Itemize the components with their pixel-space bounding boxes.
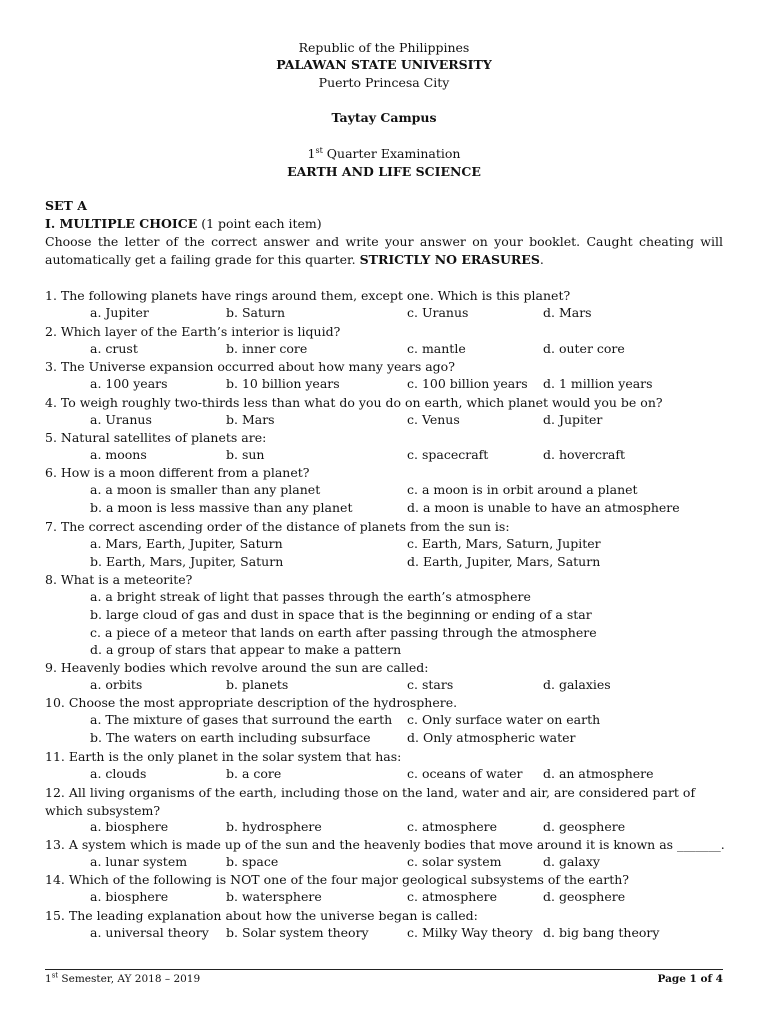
question-13: 13. A system which is made up of the sun and the heavenly bodies that move around it is known as _______. <box>45 837 725 852</box>
city-line: Puerto Princesa City <box>318 75 450 90</box>
question-9: 9. Heavenly bodies which revolve around the sun are called: <box>45 660 429 675</box>
question-13-option: d. galaxy <box>543 854 600 869</box>
question-15: 15. The leading explanation about how the universe began is called: <box>45 908 478 923</box>
question-14: 14. Which of the following is NOT one of the four major geological subsystems of the earth? <box>45 872 630 887</box>
question-14-option: c. atmosphere <box>407 889 498 904</box>
question-9-option: b. planets <box>226 677 289 692</box>
question-15-option: d. big bang theory <box>543 925 660 940</box>
question-12-option: d. geosphere <box>543 819 626 834</box>
footer-semester <box>45 972 200 986</box>
semester-suffix: st <box>51 971 59 980</box>
university-name: PALAWAN STATE UNIVERSITY <box>276 57 492 72</box>
quarter-suffix: st <box>315 145 323 155</box>
question-8: 8. What is a meteorite? <box>45 572 193 587</box>
question-10-option: c. Only surface water on earth <box>407 712 601 727</box>
question-5-option: a. moons <box>90 447 147 462</box>
question-6-option: a. a moon is smaller than any planet <box>90 482 321 497</box>
question-9-option: a. orbits <box>90 677 143 692</box>
question-3-option: c. 100 billion years <box>407 376 528 391</box>
question-8-option: b. large cloud of gas and dust in space that is the beginning or ending of a star <box>90 607 592 622</box>
question-9-option: c. stars <box>407 677 454 692</box>
semester-number: 1 <box>45 973 52 985</box>
question-5-option: c. spacecraft <box>407 447 489 462</box>
question-8-option: d. a group of stars that appear to make a pattern <box>90 642 402 657</box>
footer-divider <box>45 969 723 970</box>
republic-line: Republic of the Philippines <box>298 40 470 55</box>
question-7: 7. The correct ascending order of the distance of planets from the sun is: <box>45 519 510 534</box>
question-14-option: b. watersphere <box>226 889 322 904</box>
question-2-option: d. outer core <box>543 341 625 356</box>
question-8-option: c. a piece of a meteor that lands on earth after passing through the atmosphere <box>90 625 597 640</box>
question-8-option: a. a bright streak of light that passes through the earth’s atmosphere <box>90 589 531 604</box>
question-5: 5. Natural satellites of planets are: <box>45 430 267 445</box>
question-10-option: a. The mixture of gases that surround the earth <box>90 712 393 727</box>
quarter-number: 1 <box>307 146 316 161</box>
question-6-option: d. a moon is unable to have an atmosphere <box>407 500 680 515</box>
question-4-option: d. Jupiter <box>543 412 603 427</box>
instructions-text: Choose the letter of the correct answer and write your answer on your booklet. Caught cheating will automatically get a failing grade for this quarter. <box>45 234 723 267</box>
question-14-option: a. biosphere <box>90 889 169 904</box>
question-6-option: b. a moon is less massive than any planet <box>90 500 353 515</box>
subject-title: EARTH AND LIFE SCIENCE <box>287 164 481 179</box>
exam-title <box>0 146 768 162</box>
set-label: SET A <box>45 198 87 213</box>
question-1: 1. The following planets have rings around them, except one. Which is this planet? <box>45 288 571 303</box>
campus-line: Taytay Campus <box>331 110 437 125</box>
section-title <box>45 216 322 232</box>
question-7-option: d. Earth, Jupiter, Mars, Saturn <box>407 554 601 569</box>
question-2-option: c. mantle <box>407 341 466 356</box>
question-7-option: a. Mars, Earth, Jupiter, Saturn <box>90 536 283 551</box>
question-3-option: b. 10 billion years <box>226 376 340 391</box>
question-2: 2. Which layer of the Earth’s interior is liquid? <box>45 324 341 339</box>
semester-text: Semester, AY 2018 – 2019 <box>58 973 201 985</box>
question-12-option: c. atmosphere <box>407 819 498 834</box>
instructions <box>45 233 723 269</box>
question-13-option: a. lunar system <box>90 854 188 869</box>
question-11-option: b. a core <box>226 766 282 781</box>
question-7-option: c. Earth, Mars, Saturn, Jupiter <box>407 536 601 551</box>
question-3-option: d. 1 million years <box>543 376 653 391</box>
question-5-option: b. sun <box>226 447 265 462</box>
question-11-option: d. an atmosphere <box>543 766 654 781</box>
quarter-text: Quarter Examination <box>322 146 461 161</box>
question-2-option: a. crust <box>90 341 138 356</box>
question-10-option: d. Only atmospheric water <box>407 730 576 745</box>
warning-end: . <box>539 252 544 267</box>
section-title-points: (1 point each item) <box>197 216 322 231</box>
question-6: 6. How is a moon different from a planet? <box>45 465 310 480</box>
question-12-option: a. biosphere <box>90 819 169 834</box>
question-4: 4. To weigh roughly two-thirds less than what do you do on earth, which planet would you be on? <box>45 395 663 410</box>
question-15-option: a. universal theory <box>90 925 209 940</box>
question-4-option: b. Mars <box>226 412 275 427</box>
question-1-option: c. Uranus <box>407 305 469 320</box>
question-15-option: b. Solar system theory <box>226 925 369 940</box>
question-6-option: c. a moon is in orbit around a planet <box>407 482 638 497</box>
question-10-option: b. The waters on earth including subsurface <box>90 730 371 745</box>
question-11-option: a. clouds <box>90 766 147 781</box>
question-12: 12. All living organisms of the earth, including those on the land, water and air, are considered part of which subsystem? <box>45 785 696 818</box>
question-4-option: c. Venus <box>407 412 460 427</box>
question-2-option: b. inner core <box>226 341 308 356</box>
question-10: 10. Choose the most appropriate description of the hydrosphere. <box>45 695 458 710</box>
question-13-option: c. solar system <box>407 854 502 869</box>
question-14-option: d. geosphere <box>543 889 626 904</box>
question-13-option: b. space <box>226 854 279 869</box>
question-1-option: d. Mars <box>543 305 592 320</box>
no-erasures-warning: STRICTLY NO ERASURES <box>359 252 540 267</box>
question-5-option: d. hovercraft <box>543 447 626 462</box>
question-3: 3. The Universe expansion occurred about how many years ago? <box>45 359 455 374</box>
section-title-bold: I. MULTIPLE CHOICE <box>45 216 198 231</box>
question-1-option: b. Saturn <box>226 305 286 320</box>
question-4-option: a. Uranus <box>90 412 152 427</box>
question-12-option: b. hydrosphere <box>226 819 322 834</box>
footer-page-number: Page 1 of 4 <box>657 973 723 985</box>
question-11-option: c. oceans of water <box>407 766 523 781</box>
question-7-option: b. Earth, Mars, Jupiter, Saturn <box>90 554 284 569</box>
question-9-option: d. galaxies <box>543 677 611 692</box>
question-1-option: a. Jupiter <box>90 305 149 320</box>
question-3-option: a. 100 years <box>90 376 168 391</box>
question-15-option: c. Milky Way theory <box>407 925 533 940</box>
question-11: 11. Earth is the only planet in the solar system that has: <box>45 749 402 764</box>
